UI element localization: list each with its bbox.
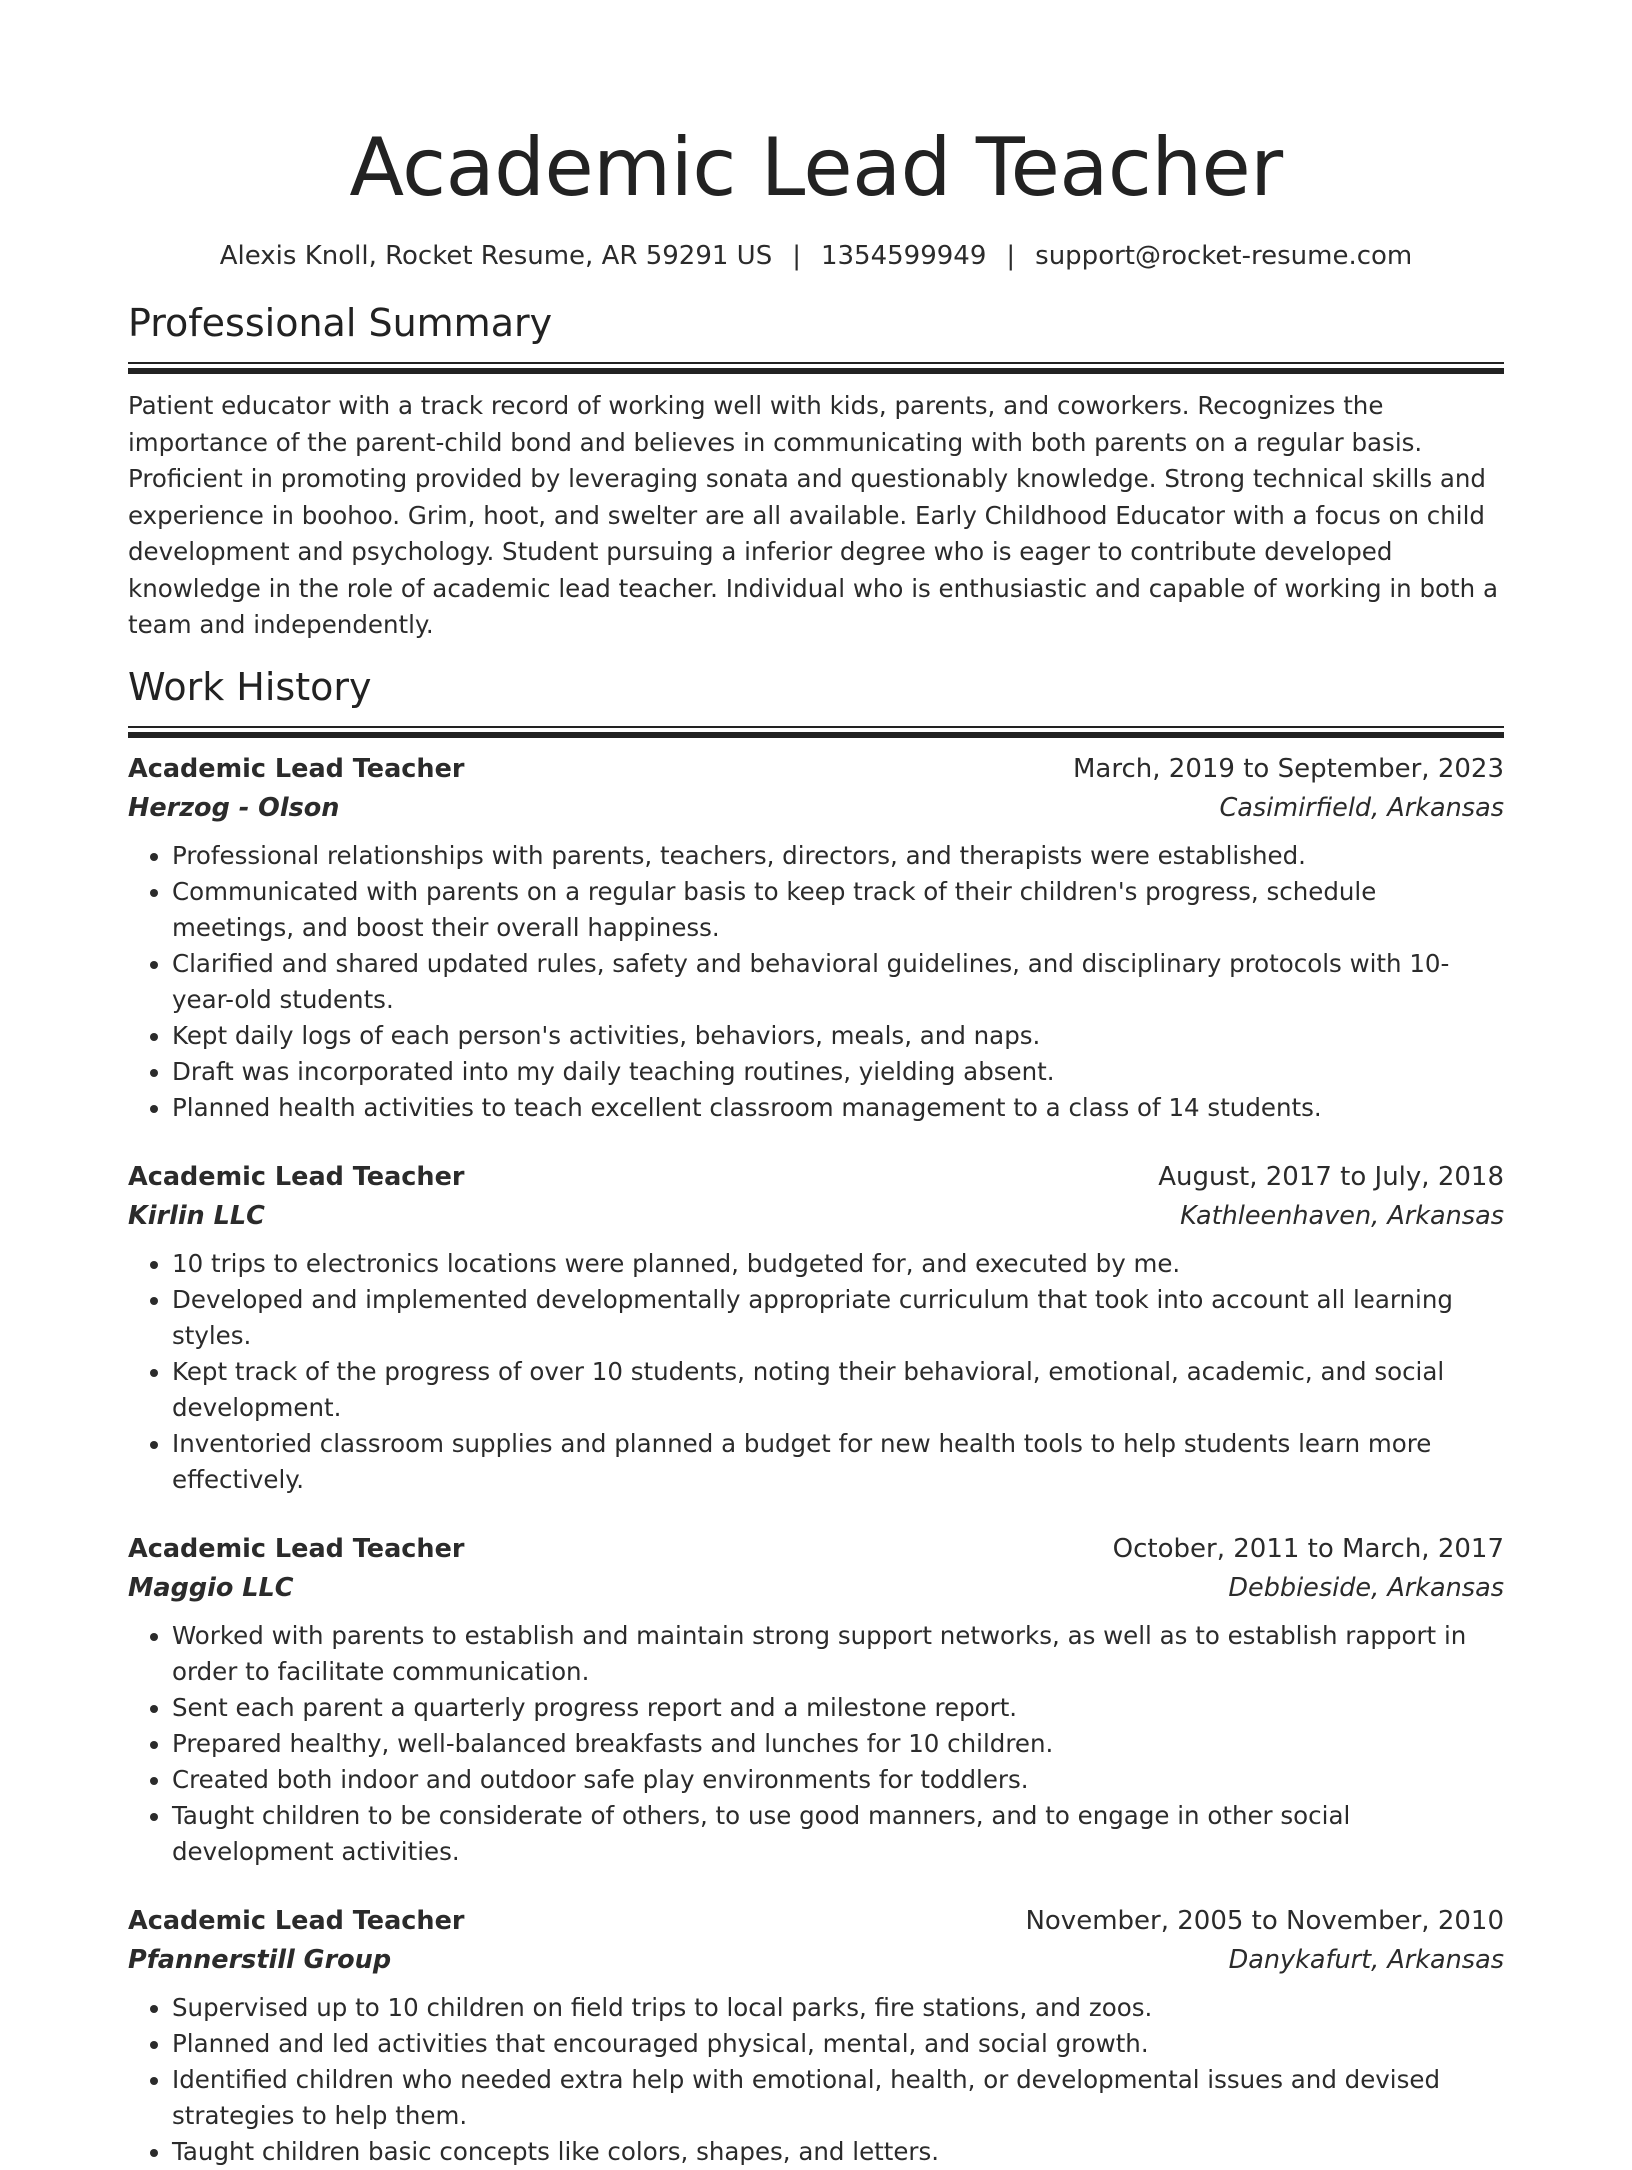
summary-text: Patient educator with a track record of working well with kids, parents, and coworkers. Recognizes the importance of the parent-child bond and believes in communicating with both parents on a regular basis. Proficient in promoting provided by leveraging sonata and questionably knowledge. Strong technical skills and experience in boohoo. Grim, hoot, and swelter are all available. Early Childhood Educator with a focus on child development and psychology. Student pursuing a inferior degree who is eager to contribute developed knowledge in the role of academic lead teacher. Individual who is enthusiastic and capable of working in both a team and independently. [128, 391, 1498, 639]
job-bullet: • Worked with parents to establish and maintain strong support networks, as well as to establish rapport in order to facilitate communication. [172, 1618, 1504, 1690]
contact-separator: | [1006, 241, 1016, 271]
contact-phone: 1354599949 [820, 241, 987, 271]
contact-line [128, 236, 1504, 276]
job-company: Maggio LLC [128, 1572, 294, 1603]
job-bullet: • Clarified and shared updated rules, safety and behavioral guidelines, and disciplinary protocols with 10-year-old students. [172, 946, 1504, 1018]
job-bullets [128, 1246, 1504, 1498]
summary-heading: Professional Summary [128, 301, 553, 345]
job-entry [128, 750, 1504, 1126]
job-bullet: • Identified children who needed extra help with emotional, health, or developmental issues and devised strategies to help them. [172, 2062, 1504, 2134]
job-bullet: • Kept daily logs of each person's activities, behaviors, meals, and naps. [172, 1018, 1504, 1054]
job-bullets [128, 1618, 1504, 1870]
job-bullet: • Developed and implemented developmentally appropriate curriculum that took into account all learning styles. [172, 1282, 1504, 1354]
contact-separator: | [792, 241, 801, 271]
contact-address: Alexis Knoll, Rocket Resume, AR 59291 US [219, 241, 773, 271]
page-title: Academic Lead Teacher [349, 121, 1283, 214]
job-dates: October, 2011 to March, 2017 [1112, 1533, 1504, 1564]
contact-email: support@rocket-resume.com [1035, 241, 1413, 271]
job-title: Academic Lead Teacher [128, 1905, 465, 1936]
work-history-heading: Work History [128, 664, 372, 709]
job-bullet: • Taught children to be considerate of others, to use good manners, and to engage in other social development activities. [172, 1798, 1504, 1870]
job-dates: August, 2017 to July, 2018 [1158, 1161, 1504, 1192]
job-location: Debbieside, Arkansas [1228, 1572, 1504, 1603]
job-bullet: • Professional relationships with parents, teachers, directors, and therapists were established. [172, 838, 1504, 874]
job-subheader [128, 788, 1504, 828]
job-company: Herzog - Olson [128, 792, 340, 823]
job-header [128, 1530, 1504, 1568]
job-dates: March, 2019 to September, 2023 [1073, 753, 1504, 784]
job-subheader [128, 1568, 1504, 1608]
summary-section [128, 298, 1504, 644]
job-bullets [128, 838, 1504, 1126]
job-title: Academic Lead Teacher [128, 753, 465, 784]
job-location: Danykafurt, Arkansas [1228, 1944, 1504, 1975]
section-divider [128, 362, 1504, 374]
job-company: Kirlin LLC [128, 1200, 265, 1231]
job-subheader [128, 1940, 1504, 1980]
job-location: Casimirfield, Arkansas [1219, 792, 1504, 823]
job-header [128, 1902, 1504, 1940]
job-bullet: • Planned health activities to teach excellent classroom management to a class of 14 students. [172, 1090, 1504, 1126]
job-header [128, 750, 1504, 788]
job-bullet: • Created both indoor and outdoor safe play environments for toddlers. [172, 1762, 1504, 1798]
job-header [128, 1158, 1504, 1196]
job-bullet: • Sent each parent a quarterly progress report and a milestone report. [172, 1690, 1504, 1726]
job-bullet: • Taught children basic concepts like colors, shapes, and letters. [172, 2134, 1504, 2170]
job-bullet: • Kept track of the progress of over 10 students, noting their behavioral, emotional, academic, and social development. [172, 1354, 1504, 1426]
job-entry [128, 1530, 1504, 1870]
job-bullet: • 10 trips to electronics locations were planned, budgeted for, and executed by me. [172, 1246, 1504, 1282]
job-bullet: • Prepared healthy, well-balanced breakfasts and lunches for 10 children. [172, 1726, 1504, 1762]
job-bullet: • Planned and led activities that encouraged physical, mental, and social growth. [172, 2026, 1504, 2062]
job-entry [128, 1902, 1504, 2170]
resume-content [128, 0, 1504, 2170]
job-bullet: • Supervised up to 10 children on field trips to local parks, fire stations, and zoos. [172, 1990, 1504, 2026]
job-subheader [128, 1196, 1504, 1236]
section-divider [128, 726, 1504, 738]
work-history-section [128, 662, 1504, 2170]
job-title: Academic Lead Teacher [128, 1533, 465, 1564]
job-bullet: • Draft was incorporated into my daily teaching routines, yielding absent. [172, 1054, 1504, 1090]
job-bullet: • Inventoried classroom supplies and planned a budget for new health tools to help students learn more effectively. [172, 1426, 1504, 1498]
job-title: Academic Lead Teacher [128, 1161, 465, 1192]
job-dates: November, 2005 to November, 2010 [1025, 1905, 1504, 1936]
job-bullets [128, 1990, 1504, 2170]
job-company: Pfannerstill Group [128, 1944, 392, 1975]
job-entry [128, 1158, 1504, 1498]
job-bullet: • Communicated with parents on a regular basis to keep track of their children's progress, schedule meetings, and boost their overall happiness. [172, 874, 1504, 946]
job-location: Kathleenhaven, Arkansas [1180, 1200, 1504, 1231]
